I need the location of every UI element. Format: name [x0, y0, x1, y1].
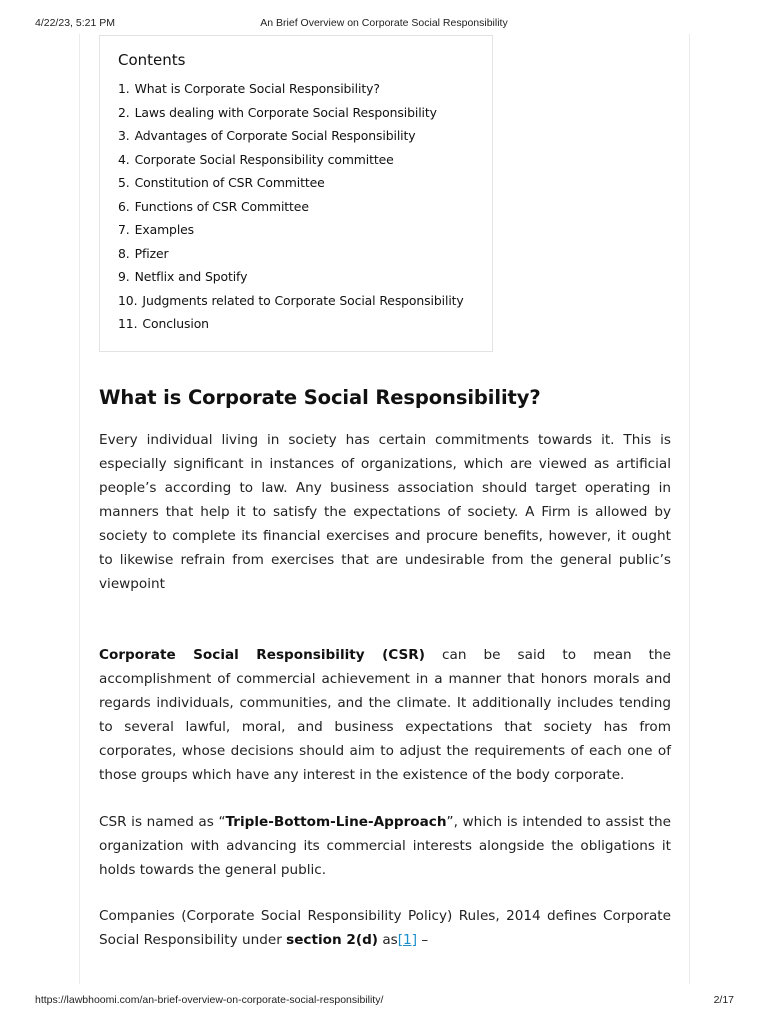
toc-item[interactable] — [118, 152, 464, 176]
paragraph-tbl-text: ”, which is intended to assist the organization with advancing its commercial interests alongside the obligations it holds towards the general public. — [99, 814, 671, 878]
toc-item-number: 4. — [118, 151, 130, 167]
print-page-title: An Brief Overview on Corporate Social Responsibility — [260, 17, 508, 29]
content-border-left — [79, 34, 80, 984]
toc-item-number: 7. — [118, 222, 130, 237]
toc-item-label: Constitution of CSR Committee — [134, 175, 325, 190]
toc-item[interactable] — [118, 222, 464, 246]
toc-item-label: Judgments related to Corporate Social Responsibility — [142, 292, 464, 308]
toc-item-label: Netflix and Spotify — [134, 269, 248, 284]
toc-item-number: 10. — [118, 292, 138, 308]
toc-item[interactable] — [118, 175, 464, 199]
toc-item[interactable] — [118, 269, 464, 293]
print-footer — [0, 994, 768, 1008]
toc-item[interactable] — [118, 246, 464, 270]
paragraph-rules — [99, 904, 671, 952]
print-datetime: 4/22/23, 5:21 PM — [35, 17, 115, 29]
toc-item-number: 3. — [118, 128, 130, 143]
paragraph-rules-end: – — [417, 932, 429, 948]
toc-item-number: 11. — [118, 316, 138, 331]
toc-item[interactable] — [118, 199, 464, 223]
paragraph-triple-bottom-line — [99, 810, 671, 882]
content-border-right — [689, 34, 690, 984]
toc-item-label: What is Corporate Social Responsibility? — [134, 81, 380, 96]
print-page-number: 2/17 — [713, 994, 734, 1006]
paragraph-tbl-pre: CSR is named as “ — [99, 814, 226, 830]
tbl-term: Triple-Bottom-Line-Approach — [225, 814, 447, 830]
toc-item-number: 5. — [118, 175, 130, 190]
toc-item[interactable] — [118, 293, 464, 317]
csr-term: Corporate Social Responsibility (CSR) — [99, 647, 425, 663]
toc-item-number: 6. — [118, 198, 130, 214]
paragraph-csr-definition-text: can be said to mean the accomplishment of commercial achievement in a manner that honors morals and regards individuals, communities, and the climate. It additionally includes tending to several lawful, moral, and business expectations that society has from corporates, whose decisions should aim to adjust the requirements of each one of those groups which have any interest in the existence of the body corporate. — [99, 647, 671, 783]
paragraph-csr-definition — [99, 643, 671, 787]
toc-item-label: Conclusion — [142, 316, 209, 331]
footnote-link[interactable]: [1] — [397, 932, 418, 948]
print-url: https://lawbhoomi.com/an-brief-overview-on-corporate-social-responsibility/ — [35, 994, 384, 1006]
paragraph-rules-mid: as — [378, 932, 398, 948]
toc-item[interactable] — [118, 81, 464, 105]
print-header — [0, 17, 768, 31]
toc-item-label: Functions of CSR Committee — [134, 198, 309, 214]
toc-item-number: 1. — [118, 81, 130, 96]
toc-item-number: 9. — [118, 269, 130, 284]
paragraph-intro: Every individual living in society has certain commitments towards it. This is especially significant in instances of organizations, which are viewed as artificial people’s according to law. Any business association should target operating in manners that help it to satisfy the expectations of society. A Firm is allowed by society to complete its financial exercises and procure benefits, however, it ought to likewise refrain from exercises that are undesirable from the general public’s viewpoint — [99, 432, 671, 592]
toc-item[interactable] — [118, 316, 464, 340]
toc-item-number: 2. — [118, 104, 130, 120]
toc-title: Contents — [118, 51, 186, 69]
toc-item-label: Pfizer — [134, 245, 169, 261]
toc-item-number: 8. — [118, 245, 130, 261]
paragraph-rules-pre: Companies (Corporate Social Responsibility Policy) Rules, 2014 defines Corporate Social Responsibility under — [99, 908, 671, 948]
toc-item-label: Advantages of Corporate Social Responsibility — [134, 128, 416, 143]
toc-item-label: Laws dealing with Corporate Social Responsibility — [134, 104, 437, 120]
table-of-contents — [99, 35, 493, 352]
toc-item[interactable] — [118, 128, 464, 152]
toc-item-label: Corporate Social Responsibility committee — [134, 151, 394, 167]
toc-list — [118, 81, 464, 340]
section-heading: What is Corporate Social Responsibility? — [99, 386, 541, 409]
toc-item-label: Examples — [134, 222, 195, 237]
section-reference: section 2(d) — [286, 932, 379, 948]
toc-item[interactable] — [118, 105, 464, 129]
